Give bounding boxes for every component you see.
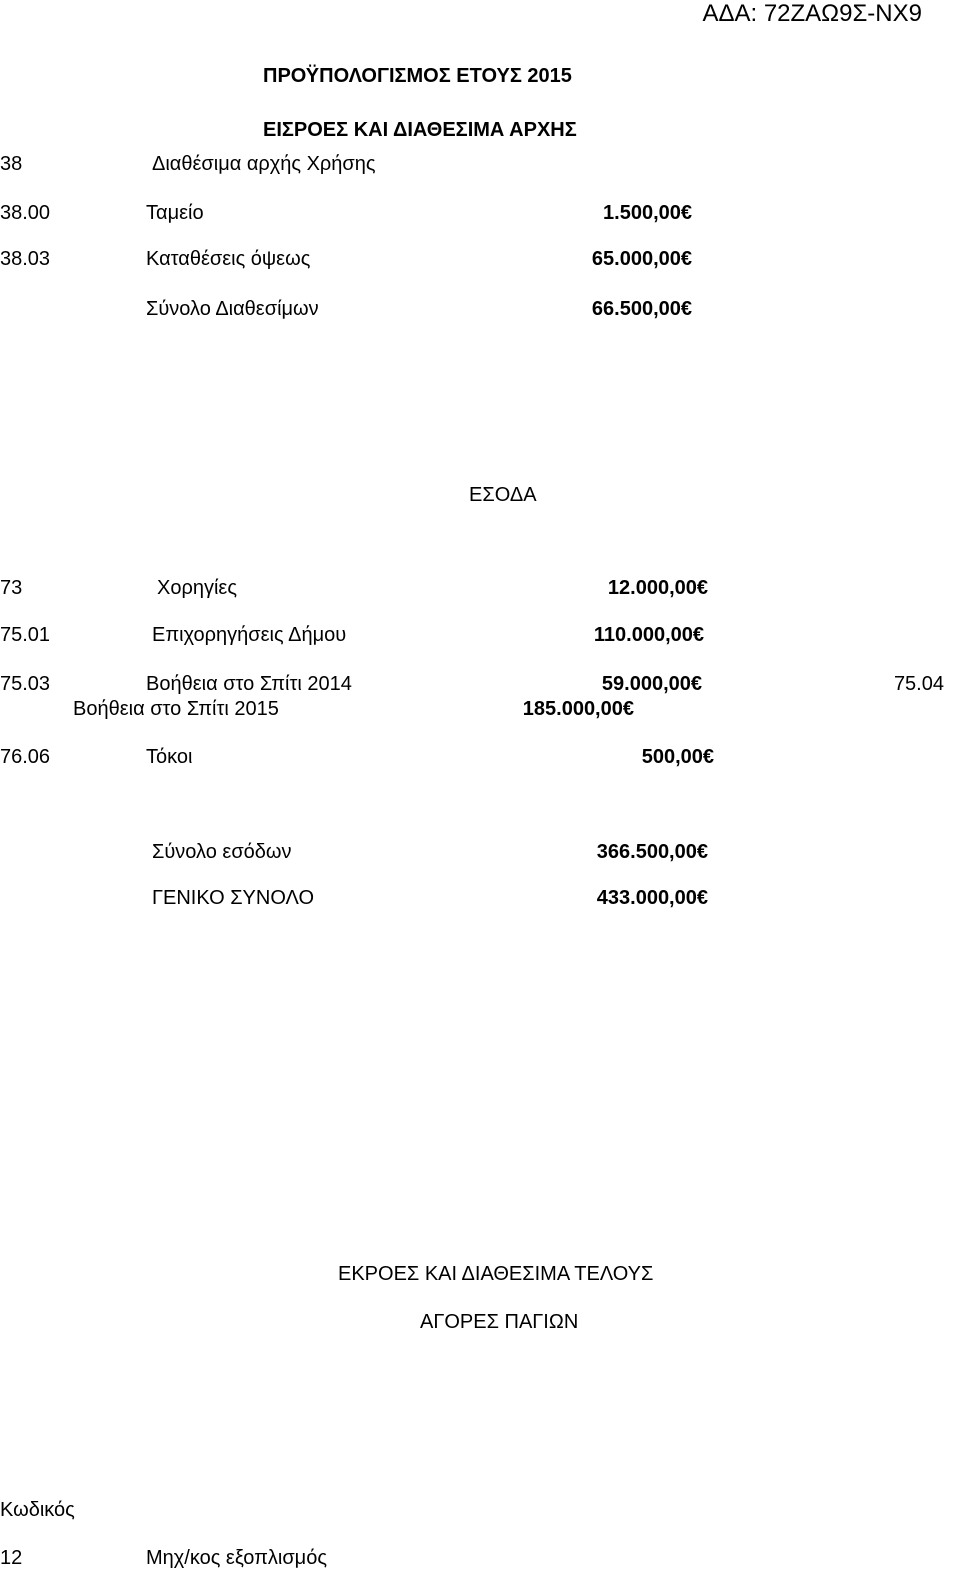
amount-value: 366.500,00 <box>596 841 697 863</box>
group-code: 38 <box>0 153 23 175</box>
purchases-header-code: Κωδικός <box>0 1499 75 1521</box>
amount-value: 500,00 <box>641 746 703 768</box>
euro-icon: € <box>622 698 634 720</box>
row-label: Καταθέσεις όψεως <box>146 248 311 270</box>
row-code: 76.06 <box>0 746 51 768</box>
grand-total-amount <box>597 886 708 910</box>
row-label: Χορηγίες <box>157 577 237 599</box>
amount-value: 110.000,00 <box>593 624 693 646</box>
amount-value: 1.500,00 <box>603 202 681 224</box>
grand-total-label: ΓΕΝΙΚΟ ΣΥΝΟΛΟ <box>152 887 315 909</box>
euro-icon: € <box>702 746 714 768</box>
amount-value: 65.000,00 <box>591 248 681 270</box>
total-amount <box>592 297 692 321</box>
row-code: 38.03 <box>0 248 51 270</box>
row-label: Επιχορηγήσεις Δήμου <box>152 624 347 646</box>
euro-icon: € <box>696 841 708 863</box>
revenue-total-amount <box>597 840 708 864</box>
euro-icon: € <box>692 624 704 646</box>
row-code: 75.03 <box>0 673 51 695</box>
row-code: 38.00 <box>0 202 51 224</box>
page-title: ΠΡΟΫΠΟΛΟΓΙΣΜΟΣ ΕΤΟΥΣ 2015 <box>263 65 572 87</box>
euro-icon: € <box>690 673 702 695</box>
revenue-total-label: Σύνολο εσόδων <box>152 841 292 863</box>
euro-icon: € <box>680 298 692 320</box>
total-label: Σύνολο Διαθεσίμων <box>146 298 319 320</box>
row-amount <box>608 576 708 600</box>
euro-icon: € <box>680 202 692 224</box>
section-title-purchases: ΑΓΟΡΕΣ ΠΑΓΙΩΝ <box>420 1311 579 1333</box>
row-code: 12 <box>0 1547 23 1569</box>
euro-icon: € <box>696 577 708 599</box>
row-amount <box>523 697 634 721</box>
row-label: Ταμείο <box>146 202 204 224</box>
row-label: Τόκοι <box>146 746 193 768</box>
row-code: 75.04 <box>893 673 944 695</box>
row-label: Μηχ/κος εξοπλισμός <box>146 1547 327 1569</box>
euro-icon: € <box>680 248 692 270</box>
amount-value: 59.000,00 <box>601 673 691 695</box>
row-amount <box>594 623 704 647</box>
row-label: Βοήθεια στο Σπίτι 2014 <box>146 673 352 695</box>
row-amount <box>603 201 692 225</box>
ada-code: ΑΔΑ: 72ΖΑΩ9Σ-ΝΧ9 <box>702 0 922 27</box>
row-amount <box>602 672 702 696</box>
group-label: Διαθέσιμα αρχής Χρήσης <box>152 153 376 175</box>
row-code: 75.01 <box>0 624 51 646</box>
euro-icon: € <box>696 887 708 909</box>
amount-value: 66.500,00 <box>591 298 681 320</box>
section-title-outflows: ΕΚΡΟΕΣ ΚΑΙ ΔΙΑΘΕΣΙΜΑ ΤΕΛΟΥΣ <box>338 1263 654 1285</box>
row-label: Βοήθεια στο Σπίτι 2015 <box>73 698 279 720</box>
section-title-revenue: ΕΣΟΔΑ <box>469 484 537 506</box>
row-amount <box>592 247 692 271</box>
amount-value: 12.000,00 <box>607 577 697 599</box>
row-amount <box>642 745 714 769</box>
row-code: 73 <box>0 577 23 599</box>
amount-value: 185.000,00 <box>522 698 623 720</box>
section-title-income: ΕΙΣΡΟΕΣ ΚΑΙ ΔΙΑΘΕΣΙΜΑ ΑΡΧΗΣ <box>263 119 577 141</box>
amount-value: 433.000,00 <box>596 887 697 909</box>
